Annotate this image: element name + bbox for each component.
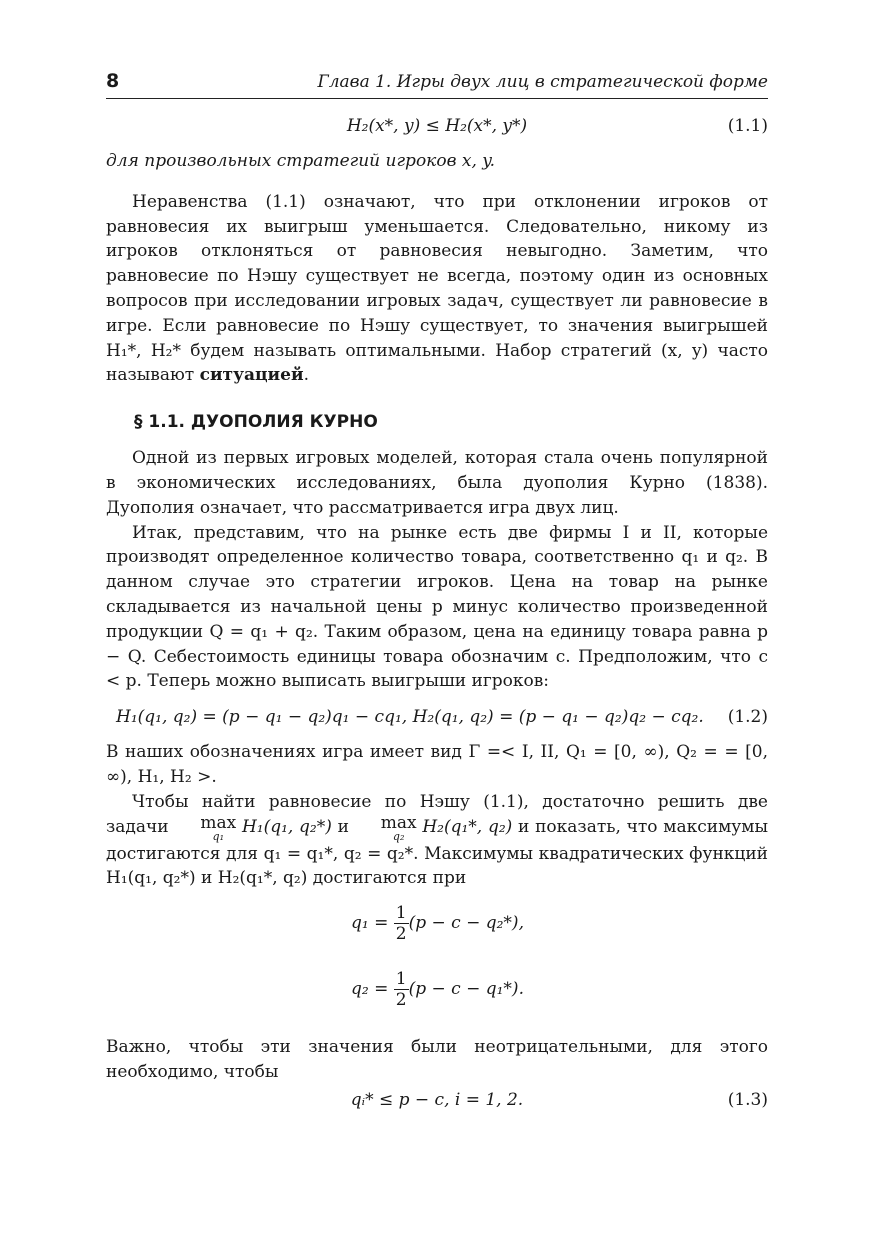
- strategies-note: для произвольных стратегий игроков x, y.: [106, 151, 496, 171]
- best-response-system-2: [106, 969, 768, 1035]
- best-response-q2-lhs: q₂ =: [351, 979, 389, 1000]
- fraction-one-half: [394, 903, 409, 944]
- equation-1-1-number: (1.1): [727, 116, 768, 136]
- paragraph-cournot-model: Итак, представим, что на рынке есть две фирмы I и II, которые производят определенное количество товара, соответственно q₁ и q₂. В данном случае это стратегии игроков. Цена на товар на рынке складывается из начальной цены p минус количество произведенной продукции Q = q₁ + q₂. Таким образом, цена на единицу товара равна p − Q. Себестоимость единицы товара обозначим c. Предположим, что c < p. Теперь можно выписать выигрыши игроков:: [106, 522, 768, 692]
- fraction-one-half: [394, 969, 409, 1010]
- best-response-q2: [351, 969, 524, 1010]
- term-situation: ситуацией: [199, 365, 304, 386]
- running-header: [106, 66, 768, 99]
- best-response-q1-rhs: (p − c − q₂*),: [408, 913, 524, 934]
- fraction-numerator: 1: [395, 969, 407, 990]
- nash-search-text-1: Чтобы найти равновесие по Нэшу (1.1), достаточно решить две задачи: [106, 791, 768, 837]
- equation-1-3: [106, 1085, 768, 1115]
- paragraph-equilibrium: [106, 190, 768, 388]
- equation-1-1: [106, 111, 768, 141]
- paragraph-equilibrium-text: Неравенства (1.1) означают, что при отклонении игроков от равновесия их выигрыш уменьшается. Следовательно, никому из игроков отклоняться от равновесия невыгодно. Заметим, что равновесие по Нэшу существует не всегда, поэтому один из основных вопросов при исследовании игровых задач, существует ли равновесие в игре. Если равновесие по Нэшу существует, то значения выигрышей H₁*, H₂* будем называть оптимальными. Набор стратегий (x, y) часто называют: [106, 191, 768, 386]
- equation-1-3-number: (1.3): [727, 1089, 768, 1110]
- paragraph-cournot-intro: Одной из первых игровых моделей, которая стала очень популярной в экономических исследованиях, была дуополия Курно (1838). Дуополия означает, что рассматривается игра двух лиц.: [106, 448, 768, 518]
- paragraph-equilibrium-end: .: [303, 365, 309, 386]
- max-operator-q2-sub: q₂: [392, 829, 405, 843]
- max-operator-q1: [174, 812, 237, 843]
- paragraph-nash-search: [106, 790, 768, 891]
- nash-search-text-2: и: [337, 816, 349, 837]
- fraction-denominator: 2: [395, 924, 407, 945]
- equation-1-3-formula: qᵢ* ≤ p − c, i = 1, 2.: [350, 1089, 524, 1110]
- section-title: § 1.1. ДУОПОЛИЯ КУРНО: [134, 412, 378, 433]
- equation-1-2: [106, 702, 768, 732]
- max-operator-q2-word: max: [380, 812, 417, 833]
- best-response-q2-rhs: (p − c − q₁*).: [408, 979, 524, 1000]
- max-operator-q2: [355, 812, 417, 843]
- equation-1-2-number: (1.2): [727, 707, 768, 728]
- max-operator-q2-arg: H₂(q₁*, q₂): [422, 816, 513, 837]
- best-response-q1: [351, 903, 524, 944]
- max-operator-q1-sub: q₁: [212, 829, 224, 843]
- best-response-q1-lhs: q₁ =: [351, 913, 389, 934]
- max-operator-q1-word: max: [200, 812, 237, 833]
- max-operator-q1-arg: H₁(q₁, q₂*): [241, 816, 332, 837]
- fraction-denominator: 2: [395, 990, 407, 1011]
- equation-1-1-formula: H₂(x*, y) ≤ H₂(x*, y*): [346, 116, 528, 136]
- equation-1-2-formula: H₁(q₁, q₂) = (p − q₁ − q₂)q₁ − cq₁, H₂(q₁, q₂) = (p − q₁ − q₂)q₂ − cq₂.: [116, 707, 704, 728]
- best-response-system: [106, 903, 768, 969]
- running-title: Глава 1. Игры двух лиц в стратегической форме: [317, 72, 768, 92]
- paragraph-game-form: В наших обозначениях игра имеет вид Γ =< I, II, Q₁ = [0, ∞), Q₂ = = [0, ∞), H₁, H₂ >.: [106, 742, 768, 787]
- nash-search-text-3: и показать, что максимумы достигаются для q₁ = q₁*, q₂ = q₂*. Максимумы квадратических функций H₁(q₁, q₂*) и H₂(q₁*, q₂) достигаются при: [106, 816, 769, 889]
- page: [106, 66, 768, 1115]
- fraction-numerator: 1: [395, 903, 407, 924]
- paragraph-nonnegativity: Важно, чтобы эти значения были неотрицательными, для этого необходимо, чтобы: [106, 1037, 768, 1082]
- page-number: 8: [106, 70, 120, 92]
